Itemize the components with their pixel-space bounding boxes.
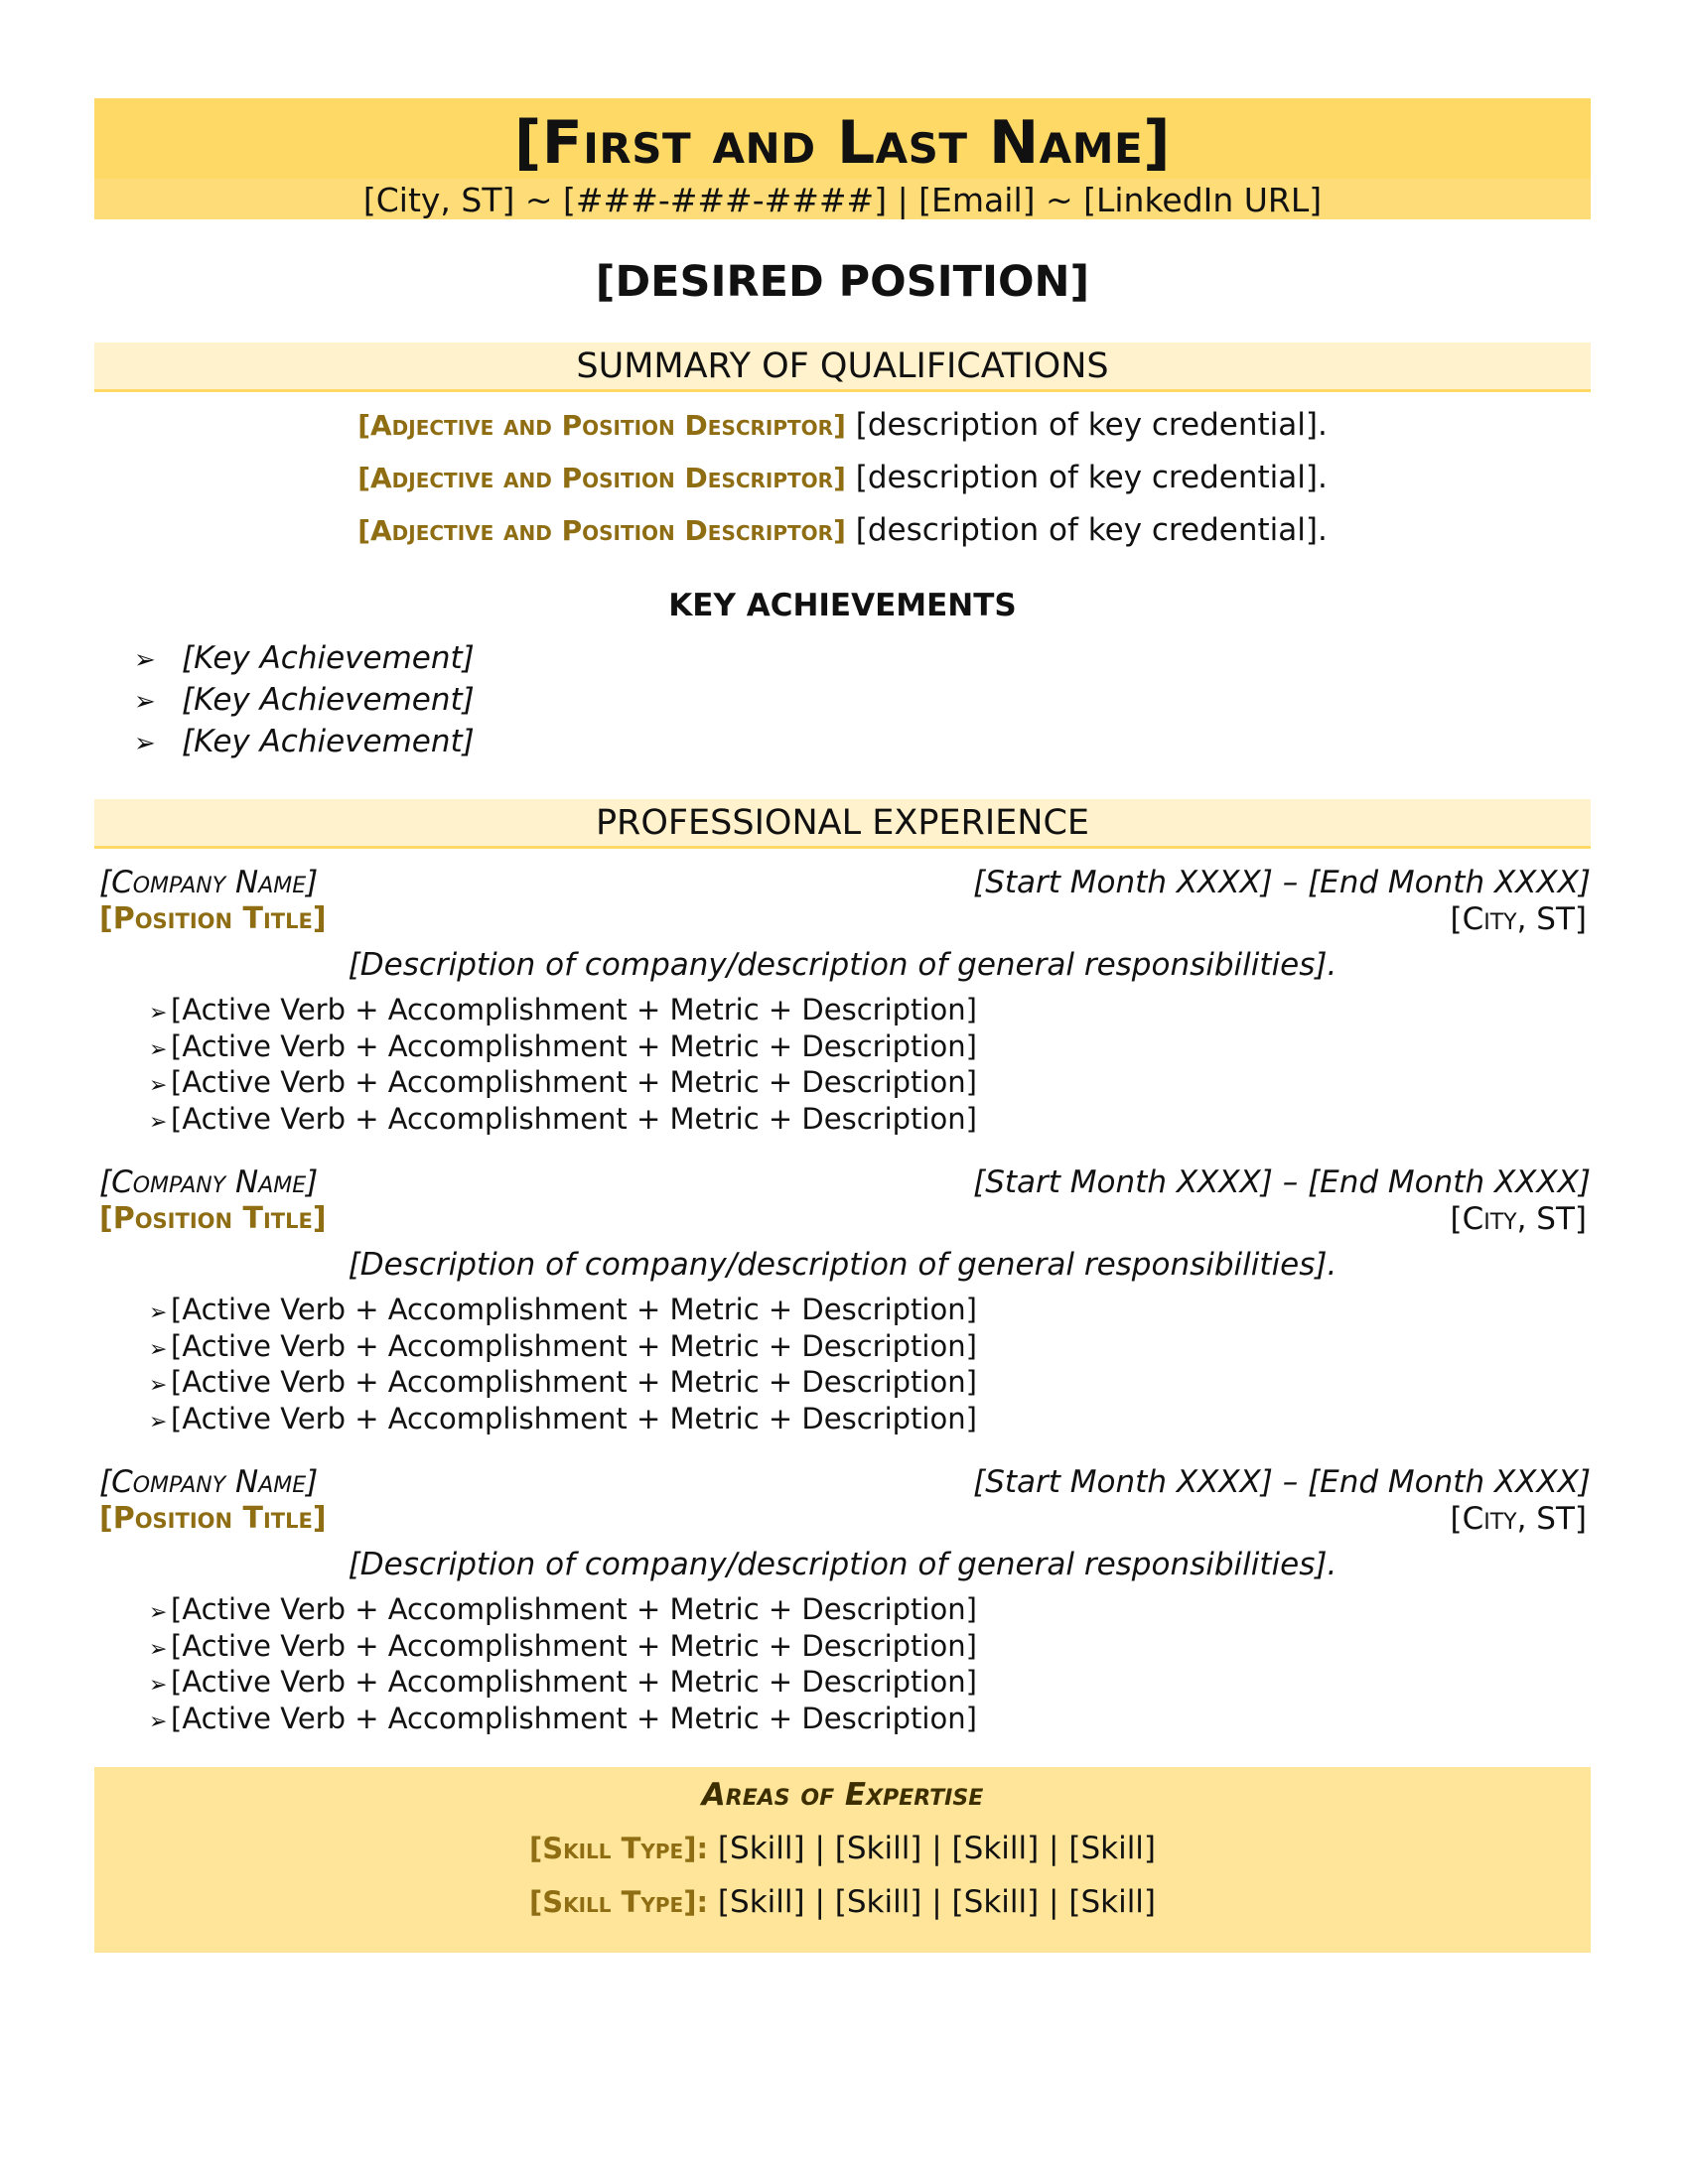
accomplishment-list — [149, 1593, 977, 1738]
arrowhead-bullet-icon: ➢ — [149, 1636, 168, 1662]
company-name: [Company Name] — [99, 1164, 319, 1200]
qualification-line — [94, 405, 1591, 446]
summary-heading: SUMMARY OF QUALIFICATIONS — [94, 342, 1591, 392]
arrowhead-bullet-icon: ➢ — [149, 1073, 168, 1098]
job-location: [City, ST] — [1450, 1201, 1587, 1237]
job-dates: [Start Month XXXX] – [End Month XXXX] — [973, 1464, 1591, 1500]
job-description: [Description of company/description of general responsibilities]. — [348, 1547, 1337, 1582]
arrowhead-bullet-icon: ➢ — [134, 687, 156, 717]
arrowhead-bullet-icon: ➢ — [149, 1409, 168, 1434]
desired-position: [DESIRED POSITION] — [595, 257, 1090, 307]
arrowhead-bullet-icon: ➢ — [149, 1109, 168, 1135]
position-title: [Position Title] — [99, 1201, 327, 1236]
skill-list: [Skill] | [Skill] | [Skill] | [Skill] — [708, 1884, 1157, 1920]
list-item: ➢ [Active Verb + Accomplishment + Metric + Description] — [149, 1030, 977, 1067]
skill-type-label: [Skill Type]: — [528, 1885, 709, 1919]
skill-type-label: [Skill Type]: — [528, 1832, 709, 1865]
job-location: [City, ST] — [1450, 1501, 1587, 1537]
key-achievements-heading: KEY ACHIEVEMENTS — [668, 588, 1017, 623]
arrowhead-bullet-icon: ➢ — [149, 1373, 168, 1398]
job-dates: [Start Month XXXX] – [End Month XXXX] — [973, 865, 1591, 900]
qualification-line — [94, 510, 1591, 551]
list-item: ➢ [Active Verb + Accomplishment + Metric + Description] — [149, 1403, 977, 1439]
arrowhead-bullet-icon: ➢ — [134, 729, 156, 758]
achievement-item: ➢ [Key Achievement] — [134, 680, 475, 722]
qualification-label: [Adjective and Position Descriptor] — [357, 409, 846, 442]
position-title: [Position Title] — [99, 1501, 327, 1536]
arrowhead-bullet-icon: ➢ — [149, 1300, 168, 1325]
skill-line — [94, 1829, 1591, 1868]
skill-list: [Skill] | [Skill] | [Skill] | [Skill] — [708, 1831, 1157, 1866]
list-item: ➢ [Active Verb + Accomplishment + Metric + Description] — [149, 1066, 977, 1103]
job-dates: [Start Month XXXX] – [End Month XXXX] — [973, 1164, 1591, 1200]
list-item: ➢ [Active Verb + Accomplishment + Metric + Description] — [149, 1593, 977, 1630]
experience-heading: PROFESSIONAL EXPERIENCE — [94, 799, 1591, 849]
qualification-label: [Adjective and Position Descriptor] — [357, 462, 846, 494]
company-name: [Company Name] — [99, 1464, 319, 1500]
contact-line: [City, ST] ~ [###-###-####] | [Email] ~ [LinkedIn URL] — [362, 181, 1323, 219]
accomplishment-list — [149, 994, 977, 1139]
list-item: ➢ [Active Verb + Accomplishment + Metric + Description] — [149, 1103, 977, 1140]
qualification-text: [description of key credential]. — [845, 512, 1328, 548]
expertise-heading: Areas of Expertise — [701, 1777, 984, 1813]
list-item: ➢ [Active Verb + Accomplishment + Metric + Description] — [149, 1630, 977, 1667]
list-item: ➢ [Active Verb + Accomplishment + Metric + Description] — [149, 1330, 977, 1367]
list-item: ➢ [Active Verb + Accomplishment + Metric + Description] — [149, 994, 977, 1030]
qualification-label: [Adjective and Position Descriptor] — [357, 514, 846, 547]
arrowhead-bullet-icon: ➢ — [149, 1708, 168, 1734]
arrowhead-bullet-icon: ➢ — [149, 1336, 168, 1362]
accomplishment-list — [149, 1294, 977, 1438]
arrowhead-bullet-icon: ➢ — [134, 645, 156, 675]
arrowhead-bullet-icon: ➢ — [149, 1600, 168, 1625]
company-name: [Company Name] — [99, 865, 319, 900]
list-item: ➢ [Active Verb + Accomplishment + Metric + Description] — [149, 1666, 977, 1703]
job-entry — [94, 864, 1591, 1161]
list-item: ➢ [Active Verb + Accomplishment + Metric + Description] — [149, 1703, 977, 1739]
qualification-text: [description of key credential]. — [845, 460, 1328, 495]
job-entry — [94, 1463, 1591, 1761]
job-entry — [94, 1163, 1591, 1461]
arrowhead-bullet-icon: ➢ — [149, 1673, 168, 1698]
list-item: ➢ [Active Verb + Accomplishment + Metric + Description] — [149, 1294, 977, 1330]
full-name: [First and Last Name] — [513, 108, 1172, 178]
job-location: [City, ST] — [1450, 901, 1587, 937]
skill-line — [94, 1882, 1591, 1922]
arrowhead-bullet-icon: ➢ — [149, 1036, 168, 1062]
job-description: [Description of company/description of general responsibilities]. — [348, 947, 1337, 983]
list-item: ➢ [Active Verb + Accomplishment + Metric + Description] — [149, 1366, 977, 1403]
achievement-item: ➢ [Key Achievement] — [134, 722, 475, 763]
achievement-item: ➢ [Key Achievement] — [134, 638, 475, 680]
position-title: [Position Title] — [99, 901, 327, 936]
job-description: [Description of company/description of general responsibilities]. — [348, 1247, 1337, 1283]
qualification-line — [94, 458, 1591, 498]
qualification-text: [description of key credential]. — [845, 407, 1328, 443]
arrowhead-bullet-icon: ➢ — [149, 1001, 168, 1025]
